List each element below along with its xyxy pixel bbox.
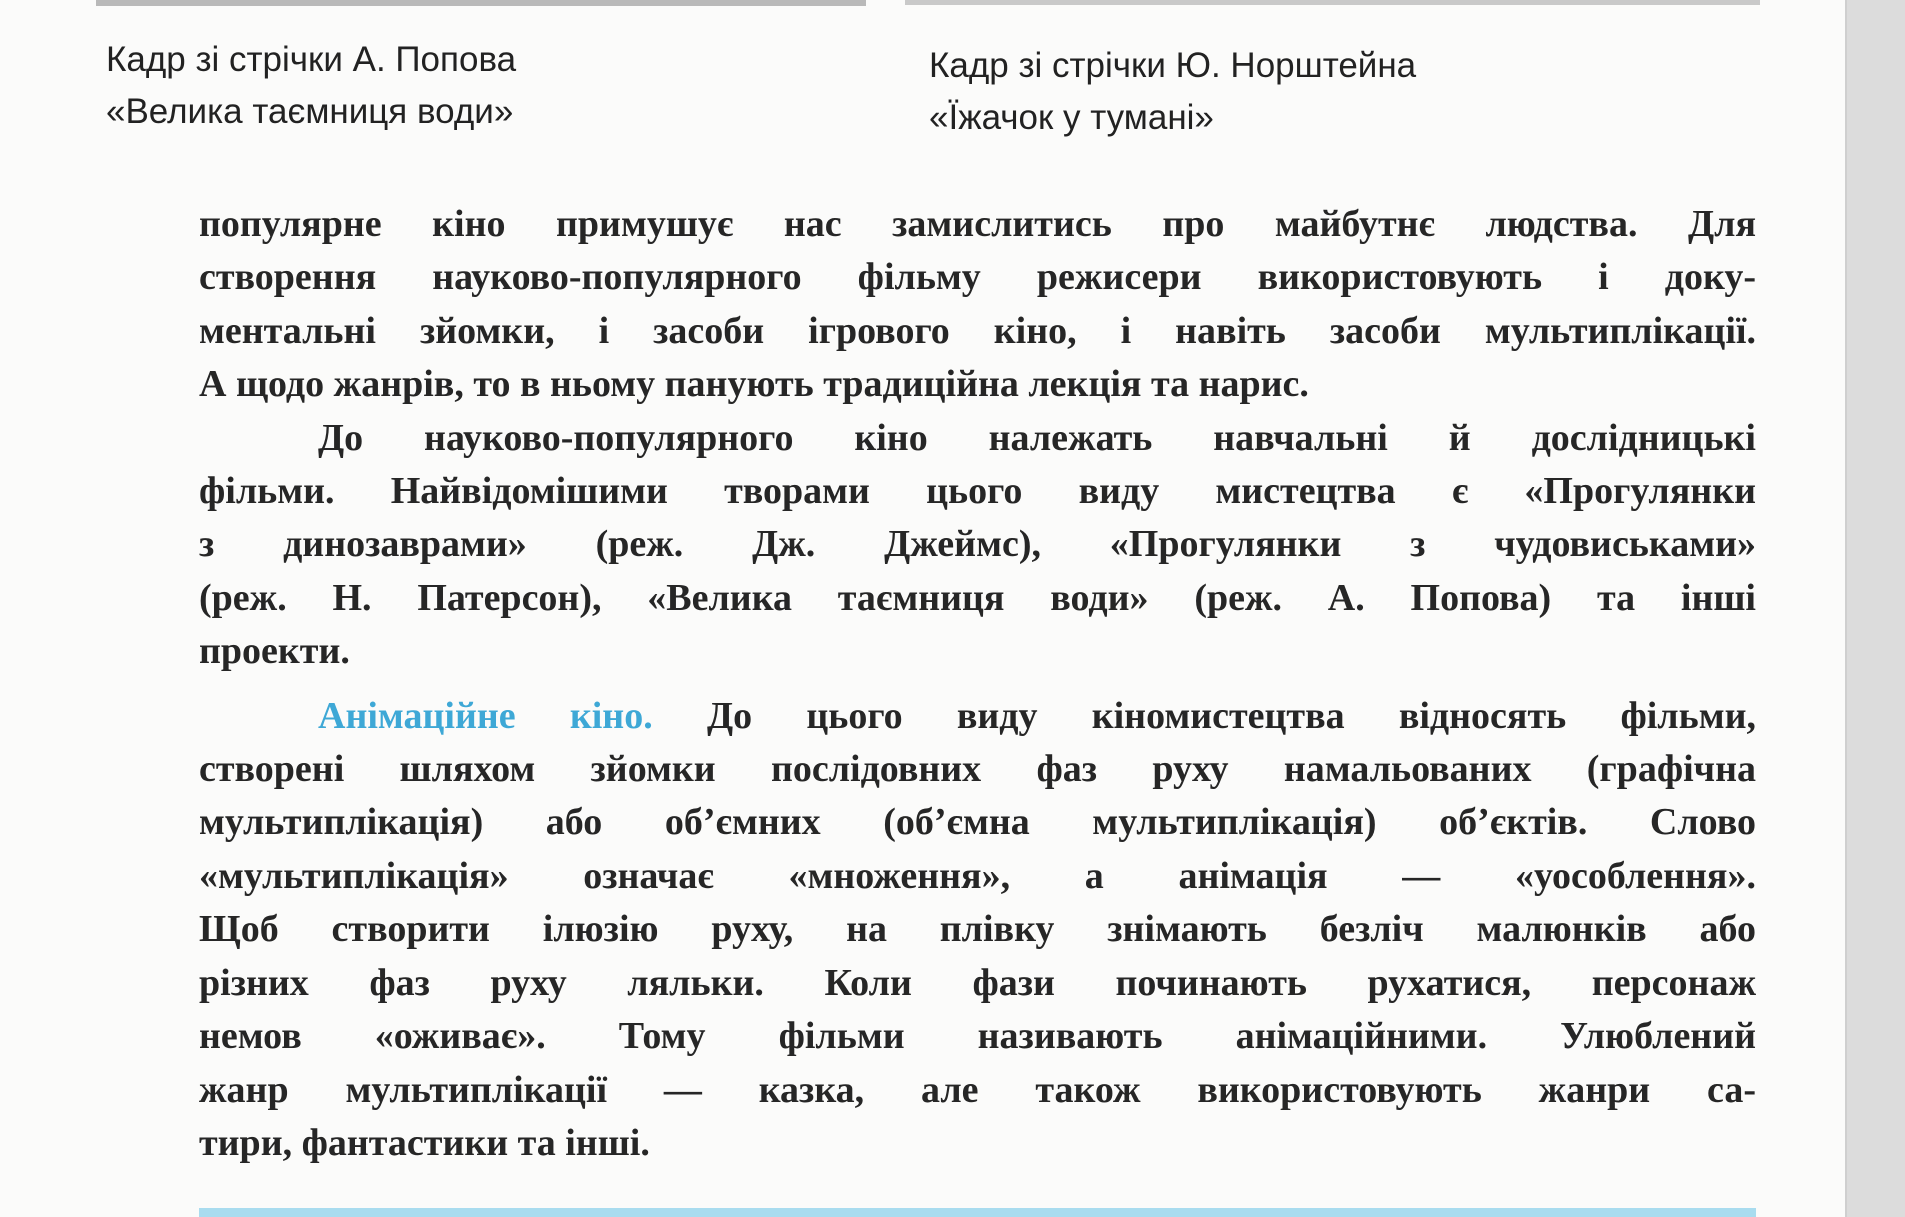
paragraph-1 xyxy=(199,198,1756,412)
text-line xyxy=(199,690,1756,743)
caption-right-line2: «Їжачок у тумані» xyxy=(929,98,1214,137)
text-line: різних фаз руху ляльки. Коли фази починають рухатися, персонаж xyxy=(199,961,1756,1004)
text-line: створення науково-популярного фільму режисери використовують і доку- xyxy=(199,256,1756,299)
text-line: А щодо жанрів, то в ньому панують традиційна лекція та нарис. xyxy=(199,363,1309,406)
section-heading: Анімаційне кіно. xyxy=(318,694,653,737)
caption-left-line2: «Велика таємниця води» xyxy=(106,92,514,131)
body-text xyxy=(199,198,1756,1170)
caption-right xyxy=(929,40,1416,144)
text-line: тири, фантастики та інші. xyxy=(199,1121,650,1164)
text-line: мультиплікація) або об’ємних (об’ємна мультиплікація) об’єктів. Слово xyxy=(199,801,1756,844)
top-rule-left xyxy=(96,0,866,6)
text-line: (реж. Н. Патерсон), «Велика таємниця води» (реж. А. Попова) та інші xyxy=(199,576,1756,619)
paragraph-3 xyxy=(199,690,1756,1171)
text-line: створені шляхом зйомки послідовних фаз руху намальованих (графічна xyxy=(199,748,1756,791)
text-line: «мультиплікація» означає «множення», а анімація — «уособлення». xyxy=(199,854,1756,897)
text-line: немов «оживає». Тому фільми називають анімаційними. Улюблений xyxy=(199,1015,1756,1058)
text-line: фільми. Найвідомішими творами цього виду мистецтва є «Прогулянки xyxy=(199,470,1756,513)
heading-line-rest: До цього виду кіномистецтва відносять фільми, xyxy=(652,694,1756,737)
text-line: До науково-популярного кіно належать навчальні й дослідницькі xyxy=(318,416,1756,459)
text-line: Щоб створити ілюзію руху, на плівку знімають безліч малюнків або xyxy=(199,908,1756,951)
caption-right-line1: Кадр зі стрічки Ю. Норштейна xyxy=(929,46,1417,85)
caption-left-line1: Кадр зі стрічки А. Попова xyxy=(106,40,517,79)
bottom-decorative-band xyxy=(199,1208,1756,1217)
caption-left xyxy=(106,34,516,138)
text-line: ментальні зйомки, і засоби ігрового кіно, і навіть засоби мультиплікації. xyxy=(199,309,1756,352)
text-line: проекти. xyxy=(199,630,350,673)
text-line: з динозаврами» (реж. Дж. Джеймс), «Прогулянки з чудовиськами» xyxy=(199,523,1756,566)
text-line: популярне кіно примушує нас замислитись про майбутнє людства. Для xyxy=(199,203,1756,245)
paragraph-2 xyxy=(199,412,1756,679)
top-rule-right xyxy=(905,0,1760,5)
text-line: жанр мультиплікації — казка, але також використовують жанри са- xyxy=(199,1068,1756,1111)
